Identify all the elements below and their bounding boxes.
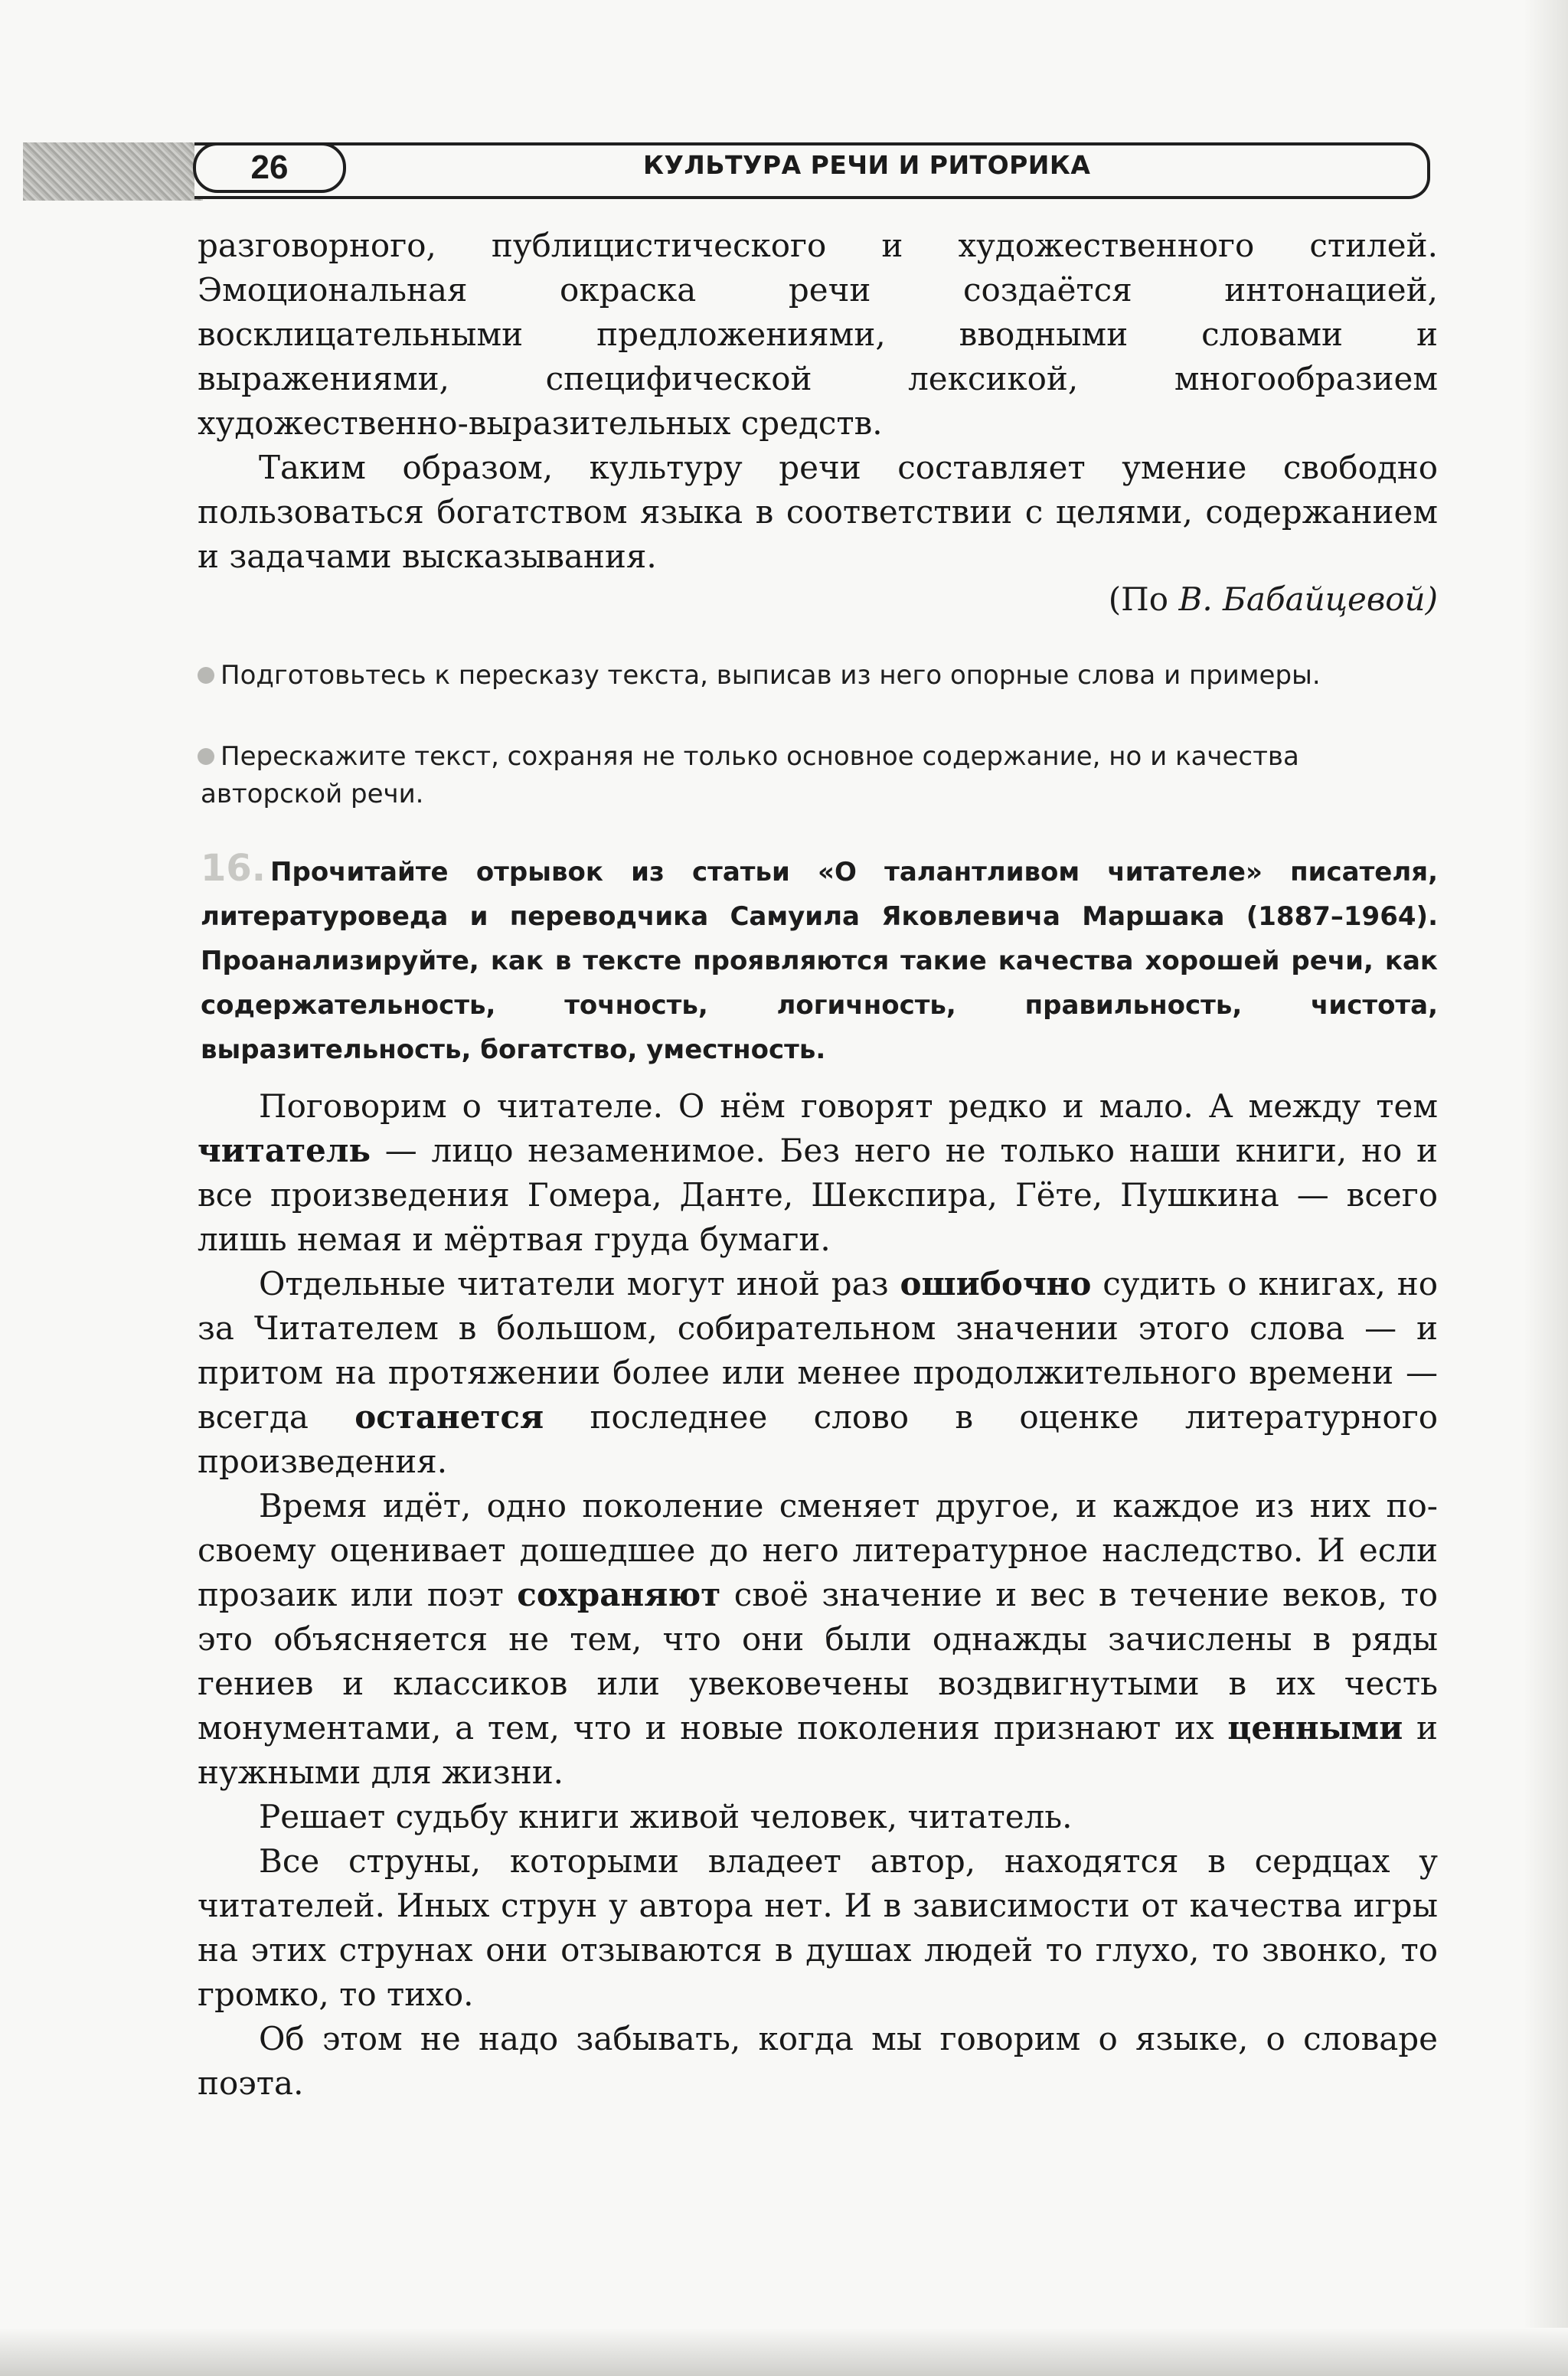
task-item-1: [201, 657, 1438, 694]
emphasis: ошибочно: [900, 1265, 1092, 1302]
text-run: — лицо незаменимое. Без него не только наши книги, но и все произведения Гомера, Данте, Шекспира, Гёте, Пушкина — всего лишь немая и мёртвая груда бумаги.: [198, 1132, 1438, 1258]
emphasis: читатель: [198, 1132, 371, 1169]
emphasis: ценными: [1227, 1709, 1403, 1747]
task-text-2: Перескажите текст, сохраняя не только основное содержание, но и качества авторской речи.: [201, 741, 1299, 809]
attribution-prefix: (По: [1108, 580, 1169, 618]
text-run: Поговорим о читателе. О нём говорят редко и мало. А между тем: [259, 1087, 1438, 1125]
text-run: судить о книгах, но за Читателем в большом, собирательном значении этого слова — и притом на протяжении более или менее продолжительного времени — всегда: [198, 1265, 1438, 1436]
passage-paragraph-3: [198, 1484, 1438, 1795]
text-run: Отдельные читатели могут иной раз: [259, 1265, 900, 1302]
exercise-16: [201, 846, 1438, 1072]
running-title: КУЛЬТУРА РЕЧИ И РИТОРИКА: [643, 150, 1091, 180]
text-run: и нужными для жизни.: [198, 1709, 1438, 1791]
page-number: 26: [193, 142, 346, 193]
bullet-icon: [198, 748, 214, 765]
passage-paragraph-4: Решает судьбу книги живой человек, читатель.: [259, 1798, 1073, 1835]
text-run: Время идёт, одно поколение сменяет другое, и каждое из них по-своему оценивает дошедшее до него литературное наследство. И если прозаик или поэт: [198, 1487, 1438, 1613]
passage-paragraph-2: [198, 1262, 1438, 1484]
passage: [198, 1084, 1438, 2106]
text-run: своё значение и вес в течение веков, то это объясняется не тем, что они были однажды зачислены в ряды гениев и классиков или увековечены воздвигнутыми в их честь монументами, а тем, что и новые поколения признают их: [198, 1576, 1438, 1747]
emphasis: сохраняют: [517, 1576, 721, 1613]
text-run: последнее слово в оценке литературного произведения.: [198, 1398, 1438, 1480]
page-bottom-shadow: [0, 2328, 1568, 2376]
intro-text: [198, 224, 1438, 579]
emphasis: останется: [354, 1398, 544, 1436]
passage-paragraph-5: Все струны, которыми владеет автор, находятся в сердцах у читателей. Иных струн у автора нет. И в зависимости от качества игры на этих струнах они отзываются в душах людей то глухо, то звонко, то громко, то тихо.: [198, 1842, 1438, 2013]
attribution: [919, 580, 1438, 618]
intro-paragraph-1: разговорного, публицистического и художественного стилей. Эмоциональная окраска речи создаётся интонацией, восклицательными предложениями, вводными словами и выражениями, специфической лексикой, многообразием художественно-выразительных средств.: [198, 227, 1438, 442]
intro-paragraph-2: Таким образом, культуру речи составляет умение свободно пользоваться богатством языка в соответствии с целями, содержанием и задачами высказывания.: [198, 449, 1438, 575]
bullet-icon: [198, 667, 214, 684]
exercise-number: 16.: [201, 847, 266, 890]
task-text-1: Подготовьтесь к пересказу текста, выписав из него опорные слова и примеры.: [220, 660, 1321, 691]
exercise-text: Прочитайте отрывок из статьи «О талантливом читателе» писателя, литературоведа и переводчика Самуила Яковлевича Маршака (1887–1964). Проанализируйте, как в тексте проявляются такие качества хорошей речи, как содержательность, точность, логичность, правильность, чистота, выразительность, богатство, уместность.: [201, 857, 1438, 1065]
page-edge-shadow: [1524, 0, 1568, 2376]
passage-paragraph-6: Об этом не надо забывать, когда мы говорим о языке, о словаре поэта.: [198, 2020, 1438, 2102]
header-texture: [23, 142, 203, 201]
passage-paragraph-1: [198, 1084, 1438, 1262]
task-item-2: [201, 738, 1438, 813]
attribution-author: В. Бабайцевой): [1178, 580, 1438, 618]
